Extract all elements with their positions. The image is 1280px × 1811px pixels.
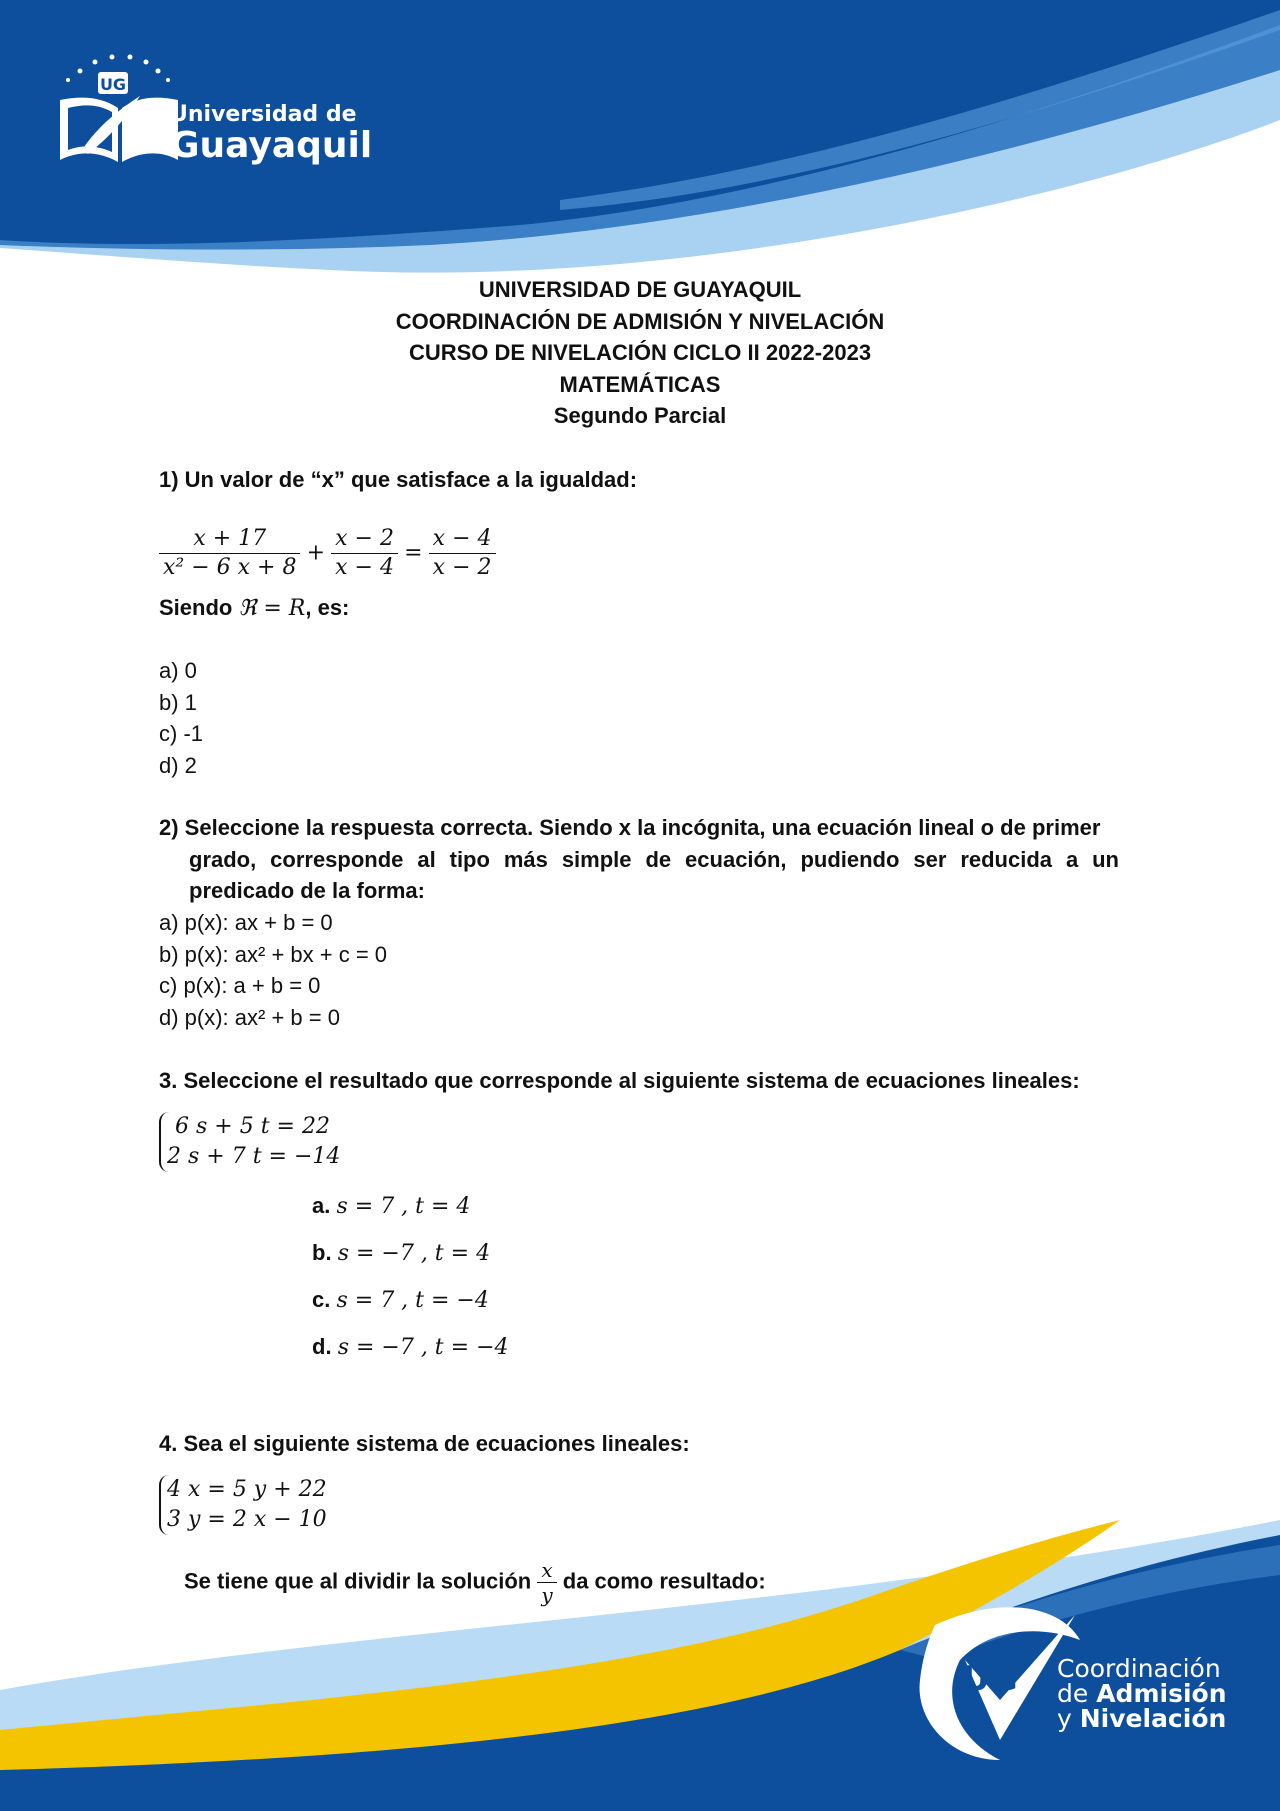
coord-line3-pre: y: [1057, 1704, 1080, 1733]
coord-line2: [1057, 1681, 1227, 1706]
q2-option-a[interactable]: a) p(x): ax + b = 0: [159, 910, 333, 935]
q3-choice-a-value: s = 7 , t = 4: [336, 1194, 471, 1219]
q4-result: [184, 1558, 766, 1607]
coord-line3: [1057, 1706, 1227, 1731]
q2-prompt: [159, 812, 1119, 907]
q1-prompt: 1) Un valor de “x” que satisface a la igualdad:: [159, 467, 638, 492]
coord-line2-pre: de: [1057, 1679, 1097, 1708]
q1-siendo-pre: Siendo: [159, 595, 239, 620]
q3-choice-b-value: s = −7 , t = 4: [337, 1241, 491, 1266]
q1-options: [159, 655, 203, 781]
q1-siendo: [159, 592, 349, 625]
coord-line2-bold: Admisión: [1096, 1679, 1227, 1708]
q4-eq2: 3 y = 2 x − 10: [167, 1507, 327, 1532]
q4-frac-num: x: [537, 1558, 556, 1583]
q2-line3: predicado de la forma:: [189, 878, 425, 903]
q3-eq2: 2 s + 7 t = −14: [167, 1144, 341, 1169]
header-exam: Segundo Parcial: [553, 403, 727, 428]
q1-option-a[interactable]: a) 0: [159, 658, 197, 683]
q3-choice-c[interactable]: [312, 1287, 489, 1313]
q1-fraction-1: [159, 525, 300, 582]
q4-eq1: 4 x = 5 y + 22: [167, 1477, 327, 1502]
q4-frac-den: y: [541, 1583, 553, 1607]
q3-choice-d[interactable]: [312, 1334, 509, 1360]
q2-option-b[interactable]: b) p(x): ax² + bx + c = 0: [159, 941, 388, 967]
q1-frac2-num: x − 2: [331, 525, 398, 554]
q4-fraction: [537, 1558, 556, 1607]
q2-options: [159, 907, 387, 1033]
q1-frac3-den: x − 2: [432, 555, 492, 580]
q1-equation: [159, 525, 496, 582]
logo-line1: Universidad de: [170, 102, 357, 127]
q3-choice-c-value: s = 7 , t = −4: [336, 1288, 489, 1313]
university-logo-text: [170, 104, 372, 164]
q3-choice-d-value: s = −7 , t = −4: [337, 1335, 509, 1360]
document-header: [0, 274, 1280, 432]
q1-plus: +: [306, 540, 326, 566]
svg-text:UG: UG: [99, 75, 127, 94]
q1-frac3-num: x − 4: [429, 525, 496, 554]
q4-result-pre: Se tiene que al dividir la solución: [184, 1568, 532, 1594]
q3-choice-b-label: b.: [312, 1240, 332, 1265]
q2-line2: grado, corresponde al tipo más simple de ecuación, pudiendo ser reducida a un: [189, 846, 1119, 872]
q2-line1: 2) Seleccione la respuesta correcta. Siendo x la incógnita, una ecuación lineal o de primer: [159, 815, 1101, 840]
q2-option-c[interactable]: c) p(x): a + b = 0: [159, 973, 321, 998]
q3-prompt: 3. Seleccione el resultado que corresponde al siguiente sistema de ecuaciones lineales:: [159, 1068, 1080, 1093]
q2-option-d[interactable]: d) p(x): ax² + b = 0: [159, 1004, 340, 1030]
coord-line3-bold: Nivelación: [1079, 1704, 1227, 1733]
q3-choice-b[interactable]: [312, 1240, 490, 1266]
q1-option-b[interactable]: b) 1: [159, 689, 197, 715]
q1-fraction-2: [331, 525, 398, 582]
svg-text:UG: UG: [962, 1659, 1018, 1699]
q3-choice-d-label: d.: [312, 1334, 332, 1359]
q4-system: [159, 1475, 327, 1535]
coord-line1: Coordinación: [1057, 1654, 1221, 1683]
q1-siendo-post: , es:: [305, 595, 350, 620]
q4-prompt: 4. Sea el siguiente sistema de ecuaciones lineales:: [159, 1431, 690, 1456]
header-subject: MATEMÁTICAS: [559, 371, 721, 397]
q3-choice-a[interactable]: [312, 1193, 470, 1219]
q3-eq1: 6 s + 5 t = 22: [175, 1114, 330, 1139]
q3-system: [159, 1112, 340, 1172]
q1-frac2-den: x − 4: [335, 555, 394, 580]
logo-line2: Guayaquil: [170, 125, 373, 166]
header-coordination: COORDINACIÓN DE ADMISIÓN Y NIVELACIÓN: [395, 308, 885, 334]
q3-choice-c-label: c.: [312, 1287, 331, 1312]
q3-choice-a-label: a.: [312, 1193, 331, 1218]
q1-equals: =: [404, 540, 423, 566]
q1-option-d[interactable]: d) 2: [159, 752, 197, 778]
header-course: CURSO DE NIVELACIÓN CICLO II 2022-2023: [408, 340, 872, 365]
q1-frac1-num: x + 17: [159, 525, 300, 554]
header-university: UNIVERSIDAD DE GUAYAQUIL: [478, 277, 802, 302]
coordination-logo-text: [1057, 1656, 1227, 1731]
q1-fraction-3: [429, 525, 496, 582]
q4-result-post: da como resultado:: [562, 1568, 766, 1594]
q1-siendo-math: ℜ = R: [238, 596, 306, 621]
q1-frac1-den: x² − 6 x + 8: [163, 555, 297, 580]
q1-option-c[interactable]: c) -1: [159, 721, 203, 746]
